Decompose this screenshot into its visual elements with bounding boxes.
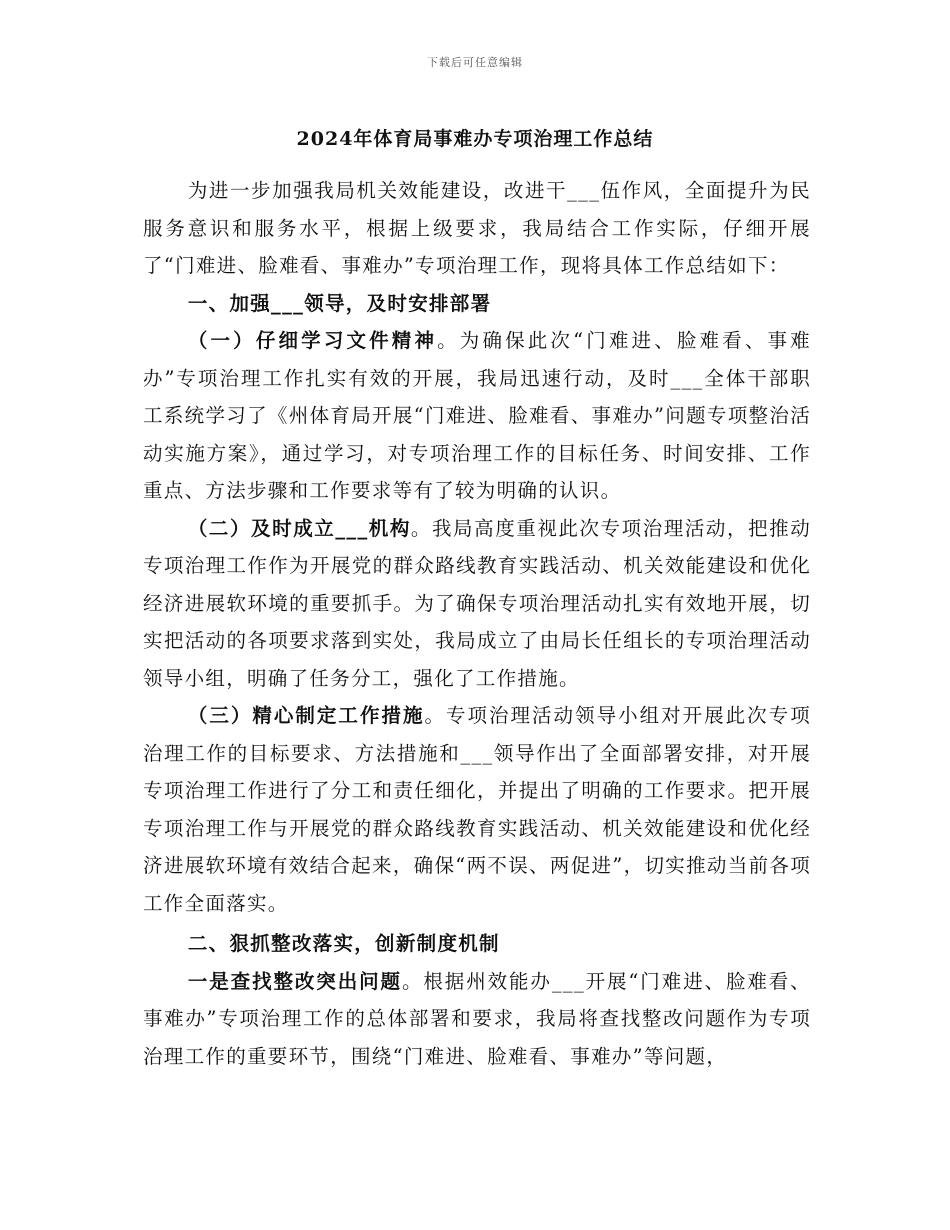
paragraph-text: 。我局高度重视此次专项治理活动，把推动专项治理工作作为开展党的群众路线教育实践活动、机关效能建设和优化经济进展软环境的重要抓手。为了确保专项治理活动扎实有效地开展，切实把活动的各项要求落到实处，我局成立了由局长任组长的专项治理活动领导小组，明确了任务分工，强化了工作措施。 — [143, 516, 811, 690]
paragraph-1-1 — [143, 322, 811, 510]
paragraph-text: 。专项治理活动领导小组对开展此次专项治理工作的目标要求、方法措施和___领导作出了全面部署安排，对开展专项治理工作进行了分工和责任细化，并提出了明确的工作要求。把开展专项治理工作与开展党的群众路线教育实践活动、机关效能建设和优化经济进展软环境有效结合起来，确保“两不误、两促进”，切实推动当前各项工作全面落实。 — [143, 704, 811, 915]
document-body — [143, 172, 811, 1075]
section-heading-2: 二、狠抓整改落实，创新制度机制 — [187, 932, 500, 955]
section-heading-1: 一、加强___领导，及时安排部署 — [187, 291, 492, 315]
paragraph-2-1 — [143, 963, 811, 1076]
paragraph-1-3 — [143, 697, 811, 922]
header-note: 下载后可任意编辑 — [427, 56, 523, 69]
paragraph-1-2 — [143, 510, 811, 698]
intro-paragraph: 为进一步加强我局机关效能建设，改进干___伍作风，全面提升为民服务意识和服务水平，根据上级要求，我局结合工作实际，仔细开展了“门难进、脸难看、事难办”专项治理工作，现将具体工作总结如下： — [143, 179, 811, 277]
paragraph-lead: （三）精心制定工作措施 — [187, 704, 425, 727]
paragraph-lead: （一）仔细学习文件精神 — [187, 329, 438, 352]
paragraph-text: 。为确保此次“门难进、脸难看、事难办”专项治理工作扎实有效的开展，我局迅速行动，及时___全体干部职工系统学习了《州体育局开展“门难进、脸难看、事难办”问题专项整治活动实施方案》，通过学习，对专项治理工作的目标任务、时间安排、工作重点、方法步骤和工作要求等有了较为明确的认识。 — [143, 329, 811, 502]
paragraph-text: 。根据州效能办___开展“门难进、脸难看、事难办”专项治理工作的总体部署和要求，我局将查找整改问题作为专项治理工作的重要环节，围绕“门难进、脸难看、事难办”等问题， — [143, 969, 811, 1068]
document-title: 2024年体育局事难办专项治理工作总结 — [296, 128, 654, 150]
paragraph-lead: （二）及时成立___机构 — [187, 516, 411, 540]
paragraph-lead: 一是查找整改突出问题 — [187, 969, 402, 993]
